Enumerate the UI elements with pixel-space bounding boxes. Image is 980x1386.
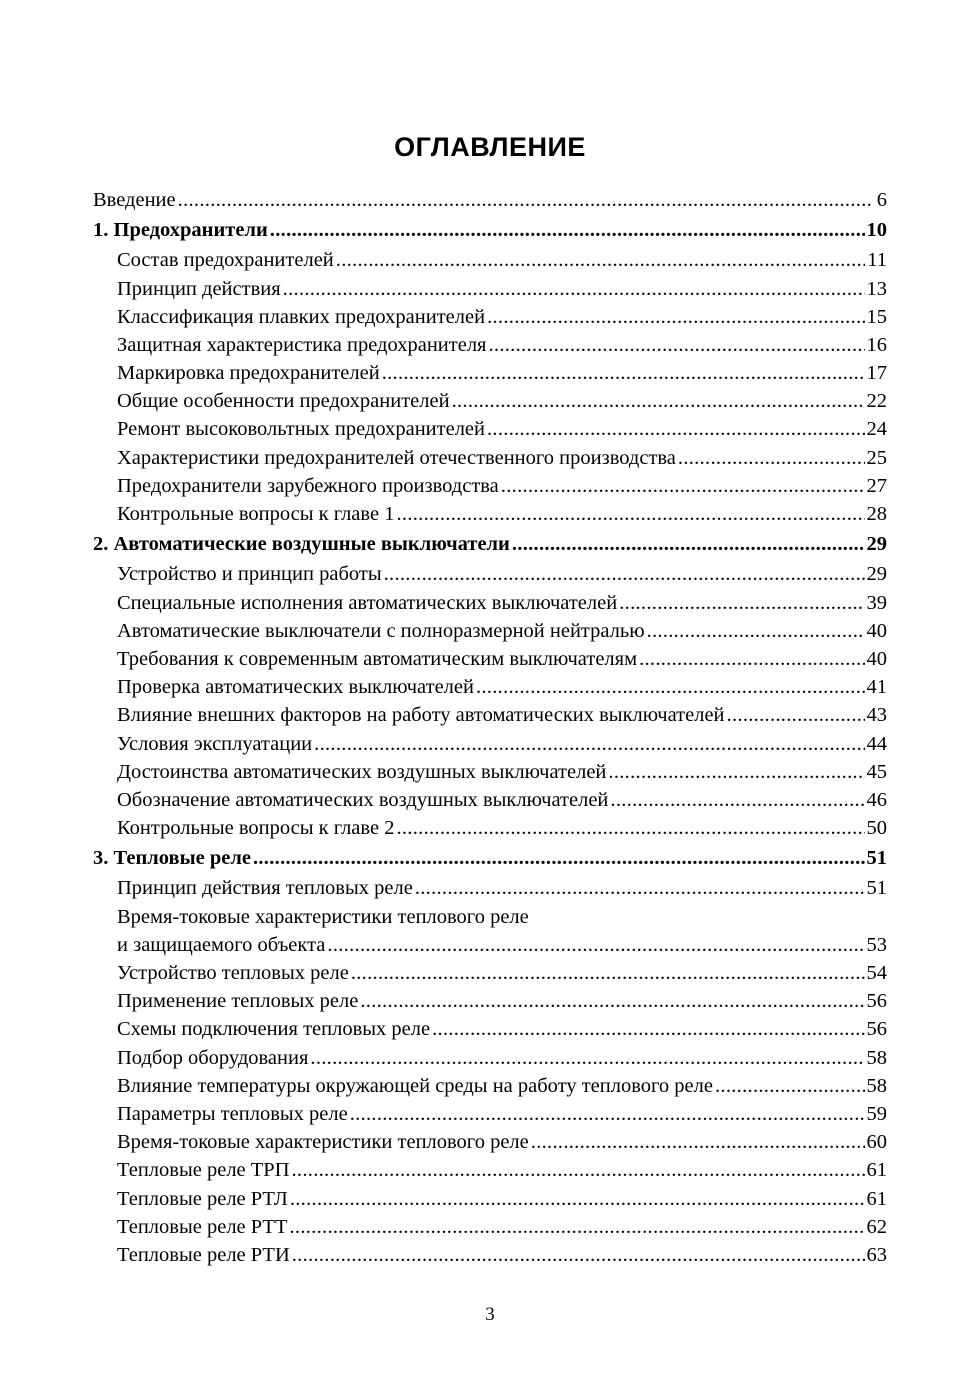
dot-leader xyxy=(531,1128,865,1156)
toc-entry-label: Устройство тепловых реле xyxy=(117,962,349,985)
toc-page-number: 60 xyxy=(866,1131,887,1154)
dot-leader xyxy=(715,1072,865,1100)
toc-section-entry[interactable] xyxy=(93,730,887,758)
toc-section-entry[interactable] xyxy=(93,560,887,588)
toc-entry-line xyxy=(117,931,887,959)
dot-leader xyxy=(487,415,865,443)
toc-page-number: 15 xyxy=(866,305,887,328)
dot-leader xyxy=(290,1185,865,1213)
dot-leader xyxy=(476,673,865,701)
toc-section-entry[interactable] xyxy=(93,275,887,303)
toc-page-number: 25 xyxy=(866,446,887,469)
toc-page-number: 39 xyxy=(866,591,887,614)
toc-entry-label: Маркировка предохранителей xyxy=(117,362,380,385)
toc-entry-label: Принцип действия xyxy=(117,277,281,300)
dot-leader xyxy=(678,444,865,472)
toc-page-number: 41 xyxy=(866,676,887,699)
dot-leader xyxy=(283,275,865,303)
toc-page-number: 29 xyxy=(866,563,887,586)
toc-section-entry[interactable] xyxy=(93,645,887,673)
toc-page-number: 24 xyxy=(866,418,887,441)
toc-page-number: 56 xyxy=(866,990,887,1013)
dot-leader xyxy=(351,959,865,987)
toc-entry-label: Подбор оборудования xyxy=(117,1046,309,1069)
dot-leader xyxy=(253,844,865,872)
toc-page-number: 40 xyxy=(866,619,887,642)
toc-section-entry[interactable] xyxy=(93,1044,887,1072)
toc-chapter-entry[interactable] xyxy=(93,216,887,244)
toc-page-number: 13 xyxy=(866,277,887,300)
dot-leader xyxy=(512,530,865,558)
toc-page-number: 10 xyxy=(866,219,887,242)
toc-entry-label: Защитная характеристика предохранителя xyxy=(117,333,487,356)
toc-section-entry[interactable] xyxy=(93,814,887,842)
toc-section-entry[interactable] xyxy=(93,1015,887,1043)
toc-entry-label: Устройство и принцип работы xyxy=(117,563,382,586)
toc-section-entry[interactable] xyxy=(93,786,887,814)
dot-leader xyxy=(314,730,864,758)
toc-page-number: 53 xyxy=(866,933,887,956)
toc-entry-label: Тепловые реле РТИ xyxy=(117,1243,290,1266)
dot-leader xyxy=(639,645,864,673)
toc-entry-label: Тепловые реле РТТ xyxy=(117,1215,288,1238)
toc-entry-label: Тепловые реле РТЛ xyxy=(117,1187,288,1210)
table-of-contents xyxy=(93,186,887,1269)
toc-entry-label: Введение xyxy=(93,188,176,211)
toc-page-number: 61 xyxy=(866,1187,887,1210)
toc-page-number: 22 xyxy=(866,390,887,413)
toc-section-entry[interactable] xyxy=(93,444,887,472)
dot-leader xyxy=(608,758,864,786)
toc-section-entry[interactable] xyxy=(93,303,887,331)
toc-section-entry[interactable] xyxy=(93,617,887,645)
dot-leader xyxy=(432,1015,864,1043)
toc-chapter-entry[interactable] xyxy=(93,844,887,872)
toc-entry-label: 1. Предохранители xyxy=(93,219,268,242)
dot-leader xyxy=(350,1100,865,1128)
toc-section-entry[interactable] xyxy=(93,959,887,987)
toc-section-entry[interactable] xyxy=(93,1100,887,1128)
toc-page-number: 58 xyxy=(866,1074,887,1097)
toc-entry-label: Ремонт высоковольтных предохранителей xyxy=(117,418,485,441)
toc-entry-label: Достоинства автоматических воздушных выключателей xyxy=(117,760,607,783)
page-number: 3 xyxy=(485,1304,495,1325)
toc-page-number: 11 xyxy=(867,249,887,272)
dot-leader xyxy=(292,1156,865,1184)
toc-page-number: 63 xyxy=(866,1243,887,1266)
dot-leader xyxy=(487,303,864,331)
toc-section-entry[interactable] xyxy=(93,589,887,617)
toc-section-entry[interactable] xyxy=(93,1072,887,1100)
toc-entry-label: Тепловые реле ТРП xyxy=(117,1159,290,1182)
toc-entry-label: Требования к современным автоматическим выключателям xyxy=(117,647,638,670)
dot-leader xyxy=(289,1213,864,1241)
dot-leader xyxy=(384,560,865,588)
toc-entry-label: Схемы подключения тепловых реле xyxy=(117,1018,431,1041)
toc-section-entry[interactable] xyxy=(93,331,887,359)
toc-page-number: 45 xyxy=(866,760,887,783)
toc-page-number: 50 xyxy=(866,817,887,840)
toc-section-entry[interactable] xyxy=(93,387,887,415)
toc-intro-entry[interactable] xyxy=(93,186,887,214)
toc-section-entry[interactable] xyxy=(93,1213,887,1241)
toc-page-number: 51 xyxy=(866,877,887,900)
toc-page-number: 51 xyxy=(866,847,887,870)
toc-entry-label: Условия эксплуатации xyxy=(117,732,313,755)
toc-section-entry[interactable] xyxy=(93,359,887,387)
toc-page-number: 62 xyxy=(866,1215,887,1238)
toc-page-number: 40 xyxy=(866,647,887,670)
toc-entry-label: Параметры тепловых реле xyxy=(117,1103,348,1126)
toc-page-number: 61 xyxy=(866,1159,887,1182)
dot-leader xyxy=(488,331,864,359)
toc-page-number: 54 xyxy=(866,962,887,985)
toc-page-number: 46 xyxy=(866,788,887,811)
dot-leader xyxy=(415,874,865,902)
toc-page-number: 56 xyxy=(866,1018,887,1041)
dot-leader xyxy=(501,472,865,500)
toc-entry-label: Время-токовые характеристики теплового реле xyxy=(117,905,529,928)
dot-leader xyxy=(647,617,865,645)
dot-leader xyxy=(178,186,873,214)
toc-page-number: 6 xyxy=(876,188,887,211)
toc-section-entry[interactable] xyxy=(93,1241,887,1269)
toc-section-entry[interactable] xyxy=(93,673,887,701)
toc-section-entry[interactable] xyxy=(93,246,887,274)
toc-entry-label: Автоматические выключатели с полноразмерной нейтралью xyxy=(117,619,645,642)
toc-section-entry[interactable] xyxy=(93,416,887,444)
dot-leader xyxy=(396,814,864,842)
dot-leader xyxy=(610,786,864,814)
toc-entry-label: Время-токовые характеристики теплового реле xyxy=(117,1131,529,1154)
dot-leader xyxy=(382,359,865,387)
dot-leader xyxy=(360,987,864,1015)
toc-chapter-entry[interactable] xyxy=(93,530,887,558)
toc-entry-label: Влияние температуры окружающей среды на работу теплового реле xyxy=(117,1074,713,1097)
toc-entry-label: Принцип действия тепловых реле xyxy=(117,877,413,900)
toc-section-entry[interactable] xyxy=(93,987,887,1015)
dot-leader xyxy=(336,246,865,274)
toc-entry-label: 3. Тепловые реле xyxy=(93,847,251,870)
toc-section-entry[interactable] xyxy=(93,1128,887,1156)
toc-entry-label: Предохранители зарубежного производства xyxy=(117,474,499,497)
toc-page-number: 44 xyxy=(866,732,887,755)
toc-section-entry[interactable] xyxy=(93,758,887,786)
dot-leader xyxy=(310,1044,864,1072)
toc-entry-label: Влияние внешних факторов на работу автоматических выключателей xyxy=(117,704,725,727)
page-title: ОГЛАВЛЕНИЕ xyxy=(394,132,586,162)
dot-leader xyxy=(292,1241,865,1269)
toc-page-number: 58 xyxy=(866,1046,887,1069)
toc-page-number: 28 xyxy=(866,503,887,526)
toc-entry-label: Специальные исполнения автоматических выключателей xyxy=(117,591,618,614)
toc-entry-label: Классификация плавких предохранителей xyxy=(117,305,486,328)
toc-section-entry[interactable] xyxy=(93,701,887,729)
toc-page-number: 17 xyxy=(866,362,887,385)
toc-entry-label: 2. Автоматические воздушные выключатели xyxy=(93,533,510,556)
toc-entry-label: Обозначение автоматических воздушных выключателей xyxy=(117,788,609,811)
toc-page-number: 59 xyxy=(866,1103,887,1126)
toc-section-entry[interactable] xyxy=(93,903,887,959)
toc-section-entry[interactable] xyxy=(93,1185,887,1213)
toc-section-entry[interactable] xyxy=(93,500,887,528)
toc-page-number: 43 xyxy=(866,704,887,727)
toc-section-entry[interactable] xyxy=(93,472,887,500)
toc-section-entry[interactable] xyxy=(93,1156,887,1184)
toc-page-number: 27 xyxy=(866,474,887,497)
toc-entry-label: Общие особенности предохранителей xyxy=(117,390,450,413)
toc-entry-label: Контрольные вопросы к главе 1 xyxy=(117,503,395,526)
toc-entry-label: Характеристики предохранителей отечественного производства xyxy=(117,446,676,469)
toc-entry-label: Проверка автоматических выключателей xyxy=(117,676,474,699)
dot-leader xyxy=(396,500,864,528)
toc-page-number: 16 xyxy=(866,333,887,356)
toc-entry-label: Контрольные вопросы к главе 2 xyxy=(117,817,395,840)
dot-leader xyxy=(270,216,865,244)
toc-entry-label-continued: и защищаемого объекта xyxy=(117,933,326,956)
dot-leader xyxy=(327,931,864,959)
toc-page-number: 29 xyxy=(866,533,887,556)
toc-entry-label: Применение тепловых реле xyxy=(117,990,359,1013)
toc-section-entry[interactable] xyxy=(93,875,887,903)
dot-leader xyxy=(452,387,865,415)
toc-entry-label: Состав предохранителей xyxy=(117,249,334,272)
dot-leader xyxy=(727,701,865,729)
dot-leader xyxy=(619,589,864,617)
